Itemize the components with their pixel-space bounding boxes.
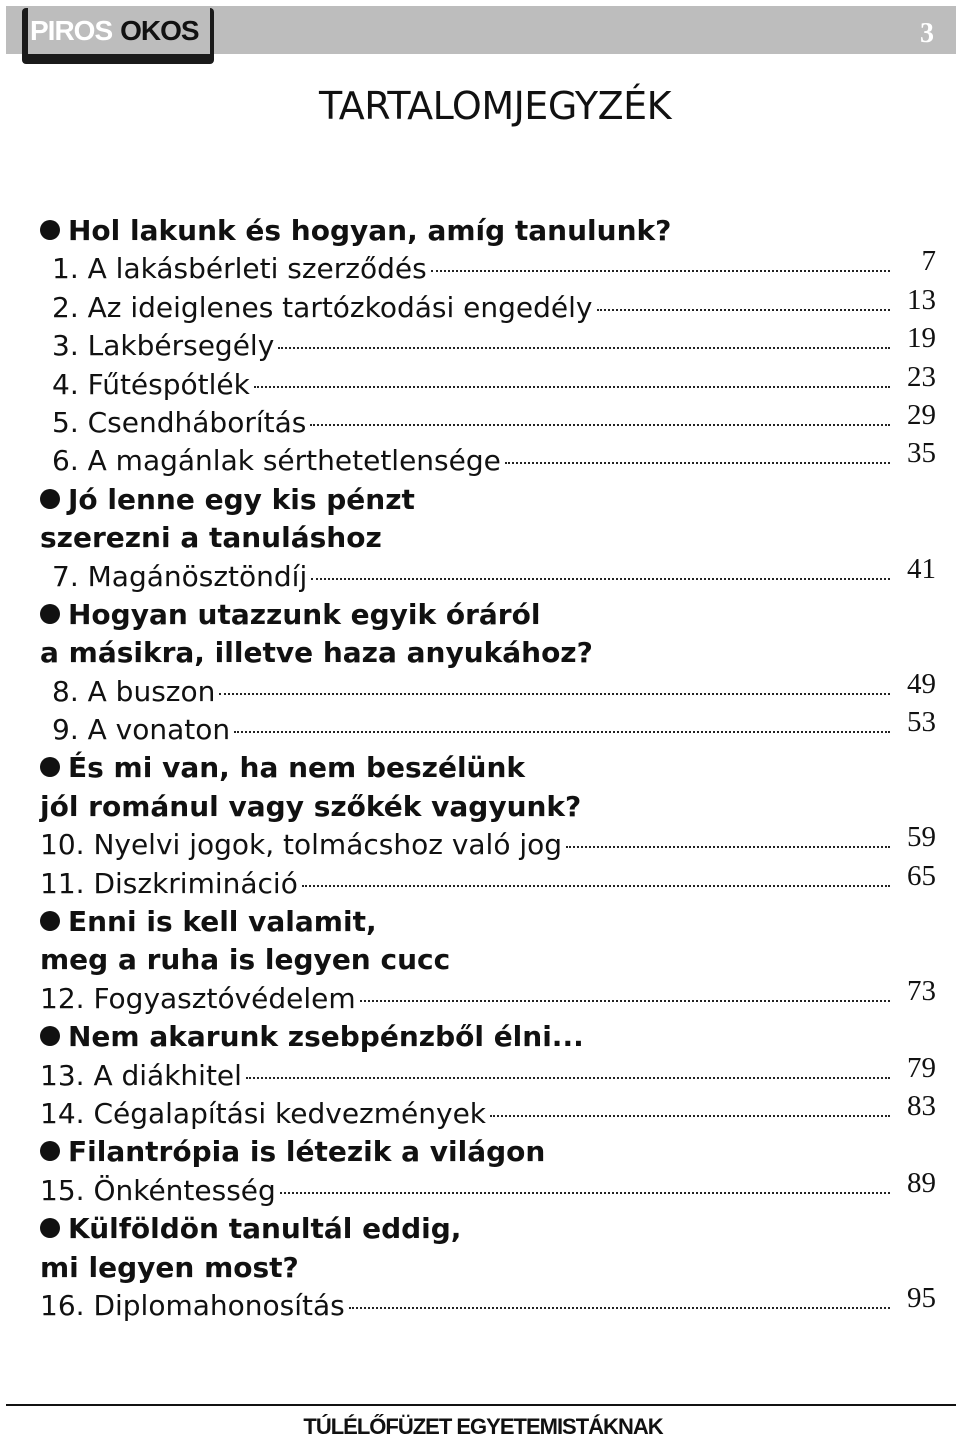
toc-entry bbox=[40, 437, 936, 480]
section-heading-text: Jó lenne egy kis pénzt bbox=[68, 482, 415, 516]
bullet-icon bbox=[40, 220, 60, 240]
entry-page-number: 73 bbox=[907, 974, 936, 1007]
section-heading-text: Enni is kell valamit, bbox=[68, 905, 377, 939]
dot-leader bbox=[597, 309, 891, 311]
section-heading bbox=[40, 1210, 936, 1248]
bullet-icon bbox=[40, 1026, 60, 1046]
brand-logo bbox=[22, 8, 214, 64]
entry-page-number: 89 bbox=[907, 1166, 936, 1199]
entry-label bbox=[40, 1172, 276, 1210]
brand-okos: OKOS bbox=[120, 15, 199, 46]
dot-leader bbox=[246, 1077, 890, 1079]
entry-page-number: 95 bbox=[907, 1281, 936, 1314]
entry-number: 3. bbox=[52, 329, 79, 363]
entry-label bbox=[40, 673, 215, 711]
toc-entry bbox=[40, 1166, 936, 1210]
toc-entry bbox=[40, 1089, 936, 1133]
entry-page-number: 65 bbox=[907, 859, 936, 892]
footer-title: TÚLÉLŐFÜZET EGYETEMISTÁKNAK bbox=[303, 1414, 663, 1439]
section-heading-text: Nem akarunk zsebpénzből élni... bbox=[68, 1020, 584, 1054]
entry-label bbox=[40, 289, 593, 327]
section-heading bbox=[40, 1133, 936, 1171]
entry-page-number: 35 bbox=[907, 437, 936, 470]
entry-number: 9. bbox=[52, 713, 79, 747]
dot-leader bbox=[278, 347, 890, 349]
entry-title: Diplomahonosítás bbox=[93, 1288, 345, 1322]
section-heading-text: a másikra, illetve haza anyukához? bbox=[40, 636, 593, 670]
bullet-icon bbox=[40, 604, 60, 624]
section-heading-text: mi legyen most? bbox=[40, 1250, 299, 1284]
section-heading bbox=[40, 634, 936, 672]
section-heading-text: És mi van, ha nem beszélünk bbox=[68, 751, 526, 785]
entry-label bbox=[40, 826, 562, 864]
toc-entry bbox=[40, 974, 936, 1018]
section-heading bbox=[40, 1249, 936, 1287]
entry-title: Cégalapítási kedvezmények bbox=[93, 1096, 487, 1130]
toc-entry bbox=[40, 859, 936, 903]
entry-page-number: 41 bbox=[907, 552, 936, 585]
entry-number: 1. bbox=[52, 252, 79, 286]
dot-leader bbox=[431, 270, 890, 272]
entry-number: 15. bbox=[40, 1173, 85, 1207]
entry-page-number: 53 bbox=[907, 706, 936, 739]
table-of-contents bbox=[40, 212, 936, 1325]
entry-number: 11. bbox=[40, 866, 85, 900]
page-number: 3 bbox=[920, 18, 934, 49]
entry-number: 6. bbox=[52, 444, 79, 478]
entry-label bbox=[40, 250, 427, 288]
toc-entry bbox=[40, 552, 936, 596]
bullet-icon bbox=[40, 489, 60, 509]
dot-leader bbox=[360, 1000, 890, 1002]
bullet-icon bbox=[40, 1218, 60, 1238]
entry-label bbox=[40, 1287, 345, 1325]
footer-divider bbox=[6, 1404, 956, 1406]
entry-title: Az ideiglenes tartózkodási engedély bbox=[87, 290, 593, 324]
page-header bbox=[6, 6, 956, 54]
entry-title: Magánösztöndíj bbox=[87, 559, 308, 593]
toc-entry bbox=[40, 667, 936, 711]
entry-label bbox=[40, 442, 501, 480]
entry-title: Lakbérsegély bbox=[87, 329, 275, 363]
dot-leader bbox=[490, 1115, 890, 1117]
entry-number: 5. bbox=[52, 405, 79, 439]
section-heading-text: szerezni a tanuláshoz bbox=[40, 521, 382, 555]
entry-label bbox=[40, 327, 274, 365]
toc-entry bbox=[40, 360, 936, 404]
section-heading-text: Külföldön tanultál eddig, bbox=[68, 1212, 462, 1246]
dot-leader bbox=[505, 462, 890, 464]
entry-page-number: 59 bbox=[907, 821, 936, 854]
dot-leader bbox=[302, 885, 890, 887]
entry-title: Csendháborítás bbox=[87, 405, 307, 439]
toc-entry bbox=[40, 398, 936, 442]
entry-title: A buszon bbox=[87, 674, 216, 708]
dot-leader bbox=[311, 578, 890, 580]
entry-number: 13. bbox=[40, 1058, 85, 1092]
section-heading bbox=[40, 903, 936, 941]
entry-page-number: 79 bbox=[907, 1051, 936, 1084]
section-heading-text: meg a ruha is legyen cucc bbox=[40, 943, 451, 977]
entry-page-number: 23 bbox=[907, 360, 936, 393]
entry-label bbox=[40, 865, 298, 903]
section-heading bbox=[40, 519, 936, 557]
entry-number: 8. bbox=[52, 674, 79, 708]
dot-leader bbox=[349, 1307, 890, 1309]
entry-label bbox=[40, 558, 307, 596]
toc-entry bbox=[40, 245, 936, 288]
bullet-icon bbox=[40, 757, 60, 777]
section-heading bbox=[40, 212, 936, 250]
page-title: TARTALOMJEGYZÉK bbox=[318, 84, 672, 128]
entry-page-number: 49 bbox=[907, 667, 936, 700]
entry-label bbox=[40, 404, 306, 442]
brand-piros: PIROS bbox=[30, 15, 113, 46]
entry-title: A lakásbérleti szerződés bbox=[87, 252, 427, 286]
entry-page-number: 29 bbox=[907, 398, 936, 431]
dot-leader bbox=[219, 693, 890, 695]
dot-leader bbox=[280, 1192, 890, 1194]
entry-label bbox=[40, 1057, 242, 1095]
section-heading-text: Hogyan utazzunk egyik óráról bbox=[68, 597, 541, 631]
entry-label bbox=[40, 980, 356, 1018]
section-heading bbox=[40, 1018, 936, 1056]
entry-page-number: 83 bbox=[907, 1089, 936, 1122]
dot-leader bbox=[566, 846, 890, 848]
entry-label bbox=[40, 366, 250, 404]
section-heading bbox=[40, 941, 936, 979]
entry-number: 7. bbox=[52, 559, 79, 593]
entry-title: Diszkrimináció bbox=[93, 866, 298, 900]
section-heading-text: Hol lakunk és hogyan, amíg tanulunk? bbox=[68, 214, 672, 247]
entry-title: Nyelvi jogok, tolmácshoz való jog bbox=[93, 828, 563, 862]
entry-label bbox=[40, 711, 230, 749]
entry-title: Önkéntesség bbox=[93, 1173, 276, 1207]
bullet-icon bbox=[40, 911, 60, 931]
section-heading bbox=[40, 749, 936, 787]
entry-title: Fogyasztóvédelem bbox=[93, 981, 356, 1015]
section-heading bbox=[40, 788, 936, 826]
toc-entry bbox=[40, 821, 936, 864]
entry-number: 12. bbox=[40, 981, 85, 1015]
entry-number: 16. bbox=[40, 1288, 85, 1322]
entry-title: A diákhitel bbox=[93, 1058, 242, 1092]
entry-title: A vonaton bbox=[87, 713, 231, 747]
entry-number: 14. bbox=[40, 1096, 85, 1130]
bullet-icon bbox=[40, 1141, 60, 1161]
toc-entry bbox=[40, 322, 936, 365]
entry-page-number: 13 bbox=[907, 283, 936, 316]
section-heading-text: Filantrópia is létezik a világon bbox=[68, 1135, 546, 1169]
dot-leader bbox=[254, 386, 890, 388]
entry-title: A magánlak sérthetetlensége bbox=[87, 444, 501, 478]
entry-page-number: 19 bbox=[907, 322, 936, 355]
section-heading bbox=[40, 481, 936, 519]
toc-entry bbox=[40, 1281, 936, 1325]
section-heading bbox=[40, 596, 936, 634]
section-heading-text: jól románul vagy szőkék vagyunk? bbox=[40, 789, 582, 823]
entry-number: 4. bbox=[52, 367, 79, 401]
entry-title: Fűtéspótlék bbox=[87, 367, 250, 401]
entry-label bbox=[40, 1095, 486, 1133]
toc-entry bbox=[40, 706, 936, 749]
toc-entry bbox=[40, 1051, 936, 1095]
entry-page-number: 7 bbox=[921, 245, 936, 278]
entry-number: 10. bbox=[40, 828, 85, 862]
toc-entry bbox=[40, 283, 936, 327]
dot-leader bbox=[310, 424, 890, 426]
dot-leader bbox=[234, 731, 890, 733]
entry-number: 2. bbox=[52, 290, 79, 324]
